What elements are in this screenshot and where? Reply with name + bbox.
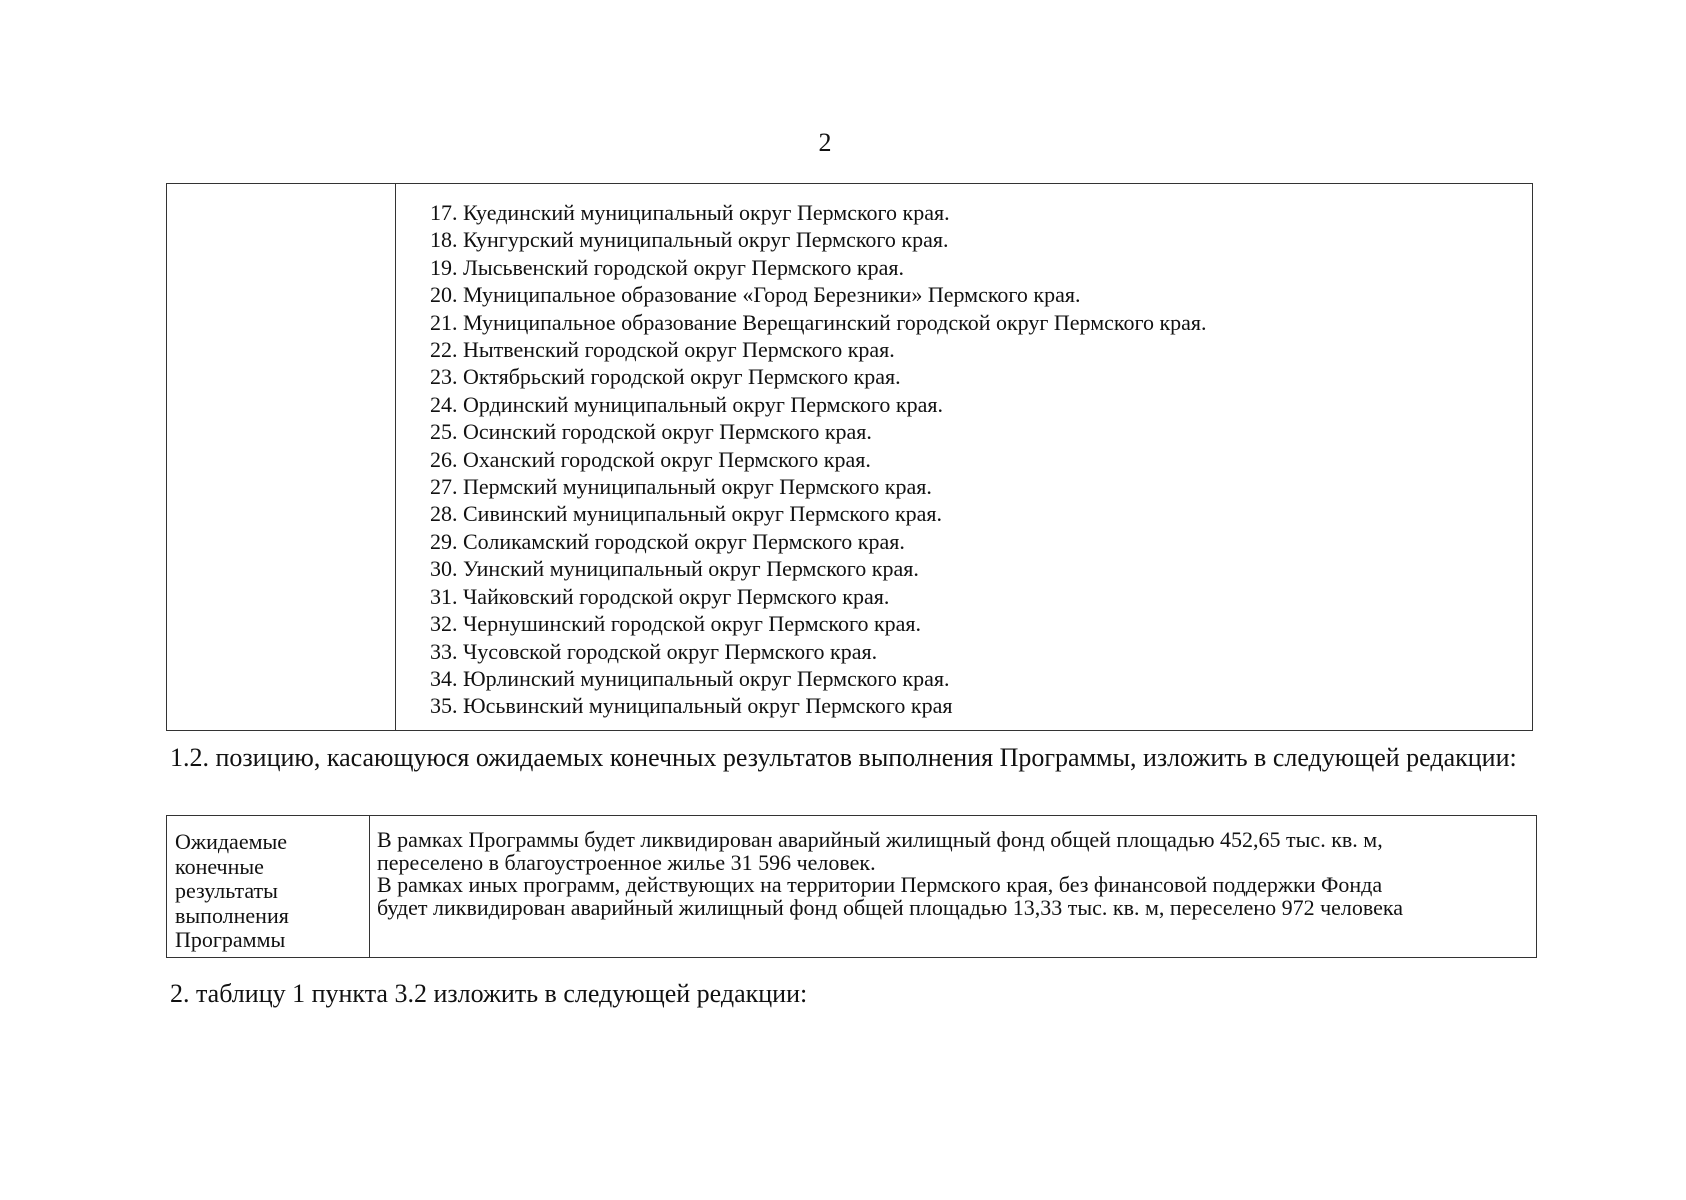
list-item: 34. Юрлинский муниципальный округ Пермского края. [430,665,950,691]
list-item: 32. Чернушинский городской округ Пермского края. [430,611,922,637]
expected-results-label-cell [167,816,370,957]
list-item: 20. Муниципальное образование «Город Березники» Пермского края. [430,282,1081,308]
list-item: 24. Ординский муниципальный округ Пермского края. [430,391,943,417]
expected-results-line: В рамках иных программ, действующих на территории Пермского края, без финансовой поддержки Фонда [377,872,1383,897]
municipalities-table [166,183,1533,731]
expected-results-label-line: выполнения [175,902,289,928]
expected-results-line: переселено в благоустроенное жилье 31 596 человек. [377,849,876,875]
expected-results-line: В рамках Программы будет ликвидирован аварийный жилищный фонд общей площадью 452,65 тыс. кв. м, [377,827,1383,852]
list-item: 25. Осинский городской округ Пермского края. [430,419,872,445]
page-number: 2 [818,128,832,157]
list-item: 21. Муниципальное образование Верещагинский городской округ Пермского края. [430,309,1207,335]
list-item: 27. Пермский муниципальный округ Пермского края. [430,474,932,500]
expected-results-line: будет ликвидирован аварийный жилищный фонд общей площадью 13,33 тыс. кв. м, переселено 972 человека [377,894,1404,920]
expected-results-label-line: результаты [175,878,278,903]
list-item: 26. Оханский городской округ Пермского края. [430,446,871,472]
list-item: 17. Куединский муниципальный округ Пермского края. [430,200,950,225]
list-item: 22. Нытвенский городской округ Пермского края. [430,337,895,363]
expected-results-table [166,815,1537,958]
list-item: 23. Октябрьский городской округ Пермского края. [430,364,901,390]
list-item: 18. Кунгурский муниципальный округ Пермского края. [430,227,949,253]
list-item: 28. Сивинский муниципальный округ Пермского края. [430,501,943,527]
expected-results-label-line: Ожидаемые [175,829,288,854]
list-item: 35. Юсьвинский муниципальный округ Пермского края [430,693,953,719]
paragraph-2: 2. таблицу 1 пункта 3.2 изложить в следующей редакции: [170,979,808,1008]
paragraph-1-2-text: 1.2. позицию, касающуюся ожидаемых конечных результатов выполнения Программы, изложить в следующей редакции: [170,743,1517,772]
list-item: 29. Соликамский городской округ Пермского края. [430,528,905,554]
list-item: 19. Лысьвенский городской округ Пермского края. [430,254,904,280]
list-item: 31. Чайковский городской округ Пермского края. [430,583,890,609]
municipalities-list [396,184,1532,730]
list-item: 30. Уинский муниципальный округ Пермского края. [430,556,919,582]
municipalities-table-left-cell [167,184,396,730]
expected-results-content-cell [370,816,1536,957]
expected-results-label-line: Программы [175,927,286,952]
paragraph-1-2 [96,741,1560,775]
expected-results-label-line: конечные [175,853,264,879]
list-item: 33. Чусовской городской округ Пермского края. [430,638,878,664]
